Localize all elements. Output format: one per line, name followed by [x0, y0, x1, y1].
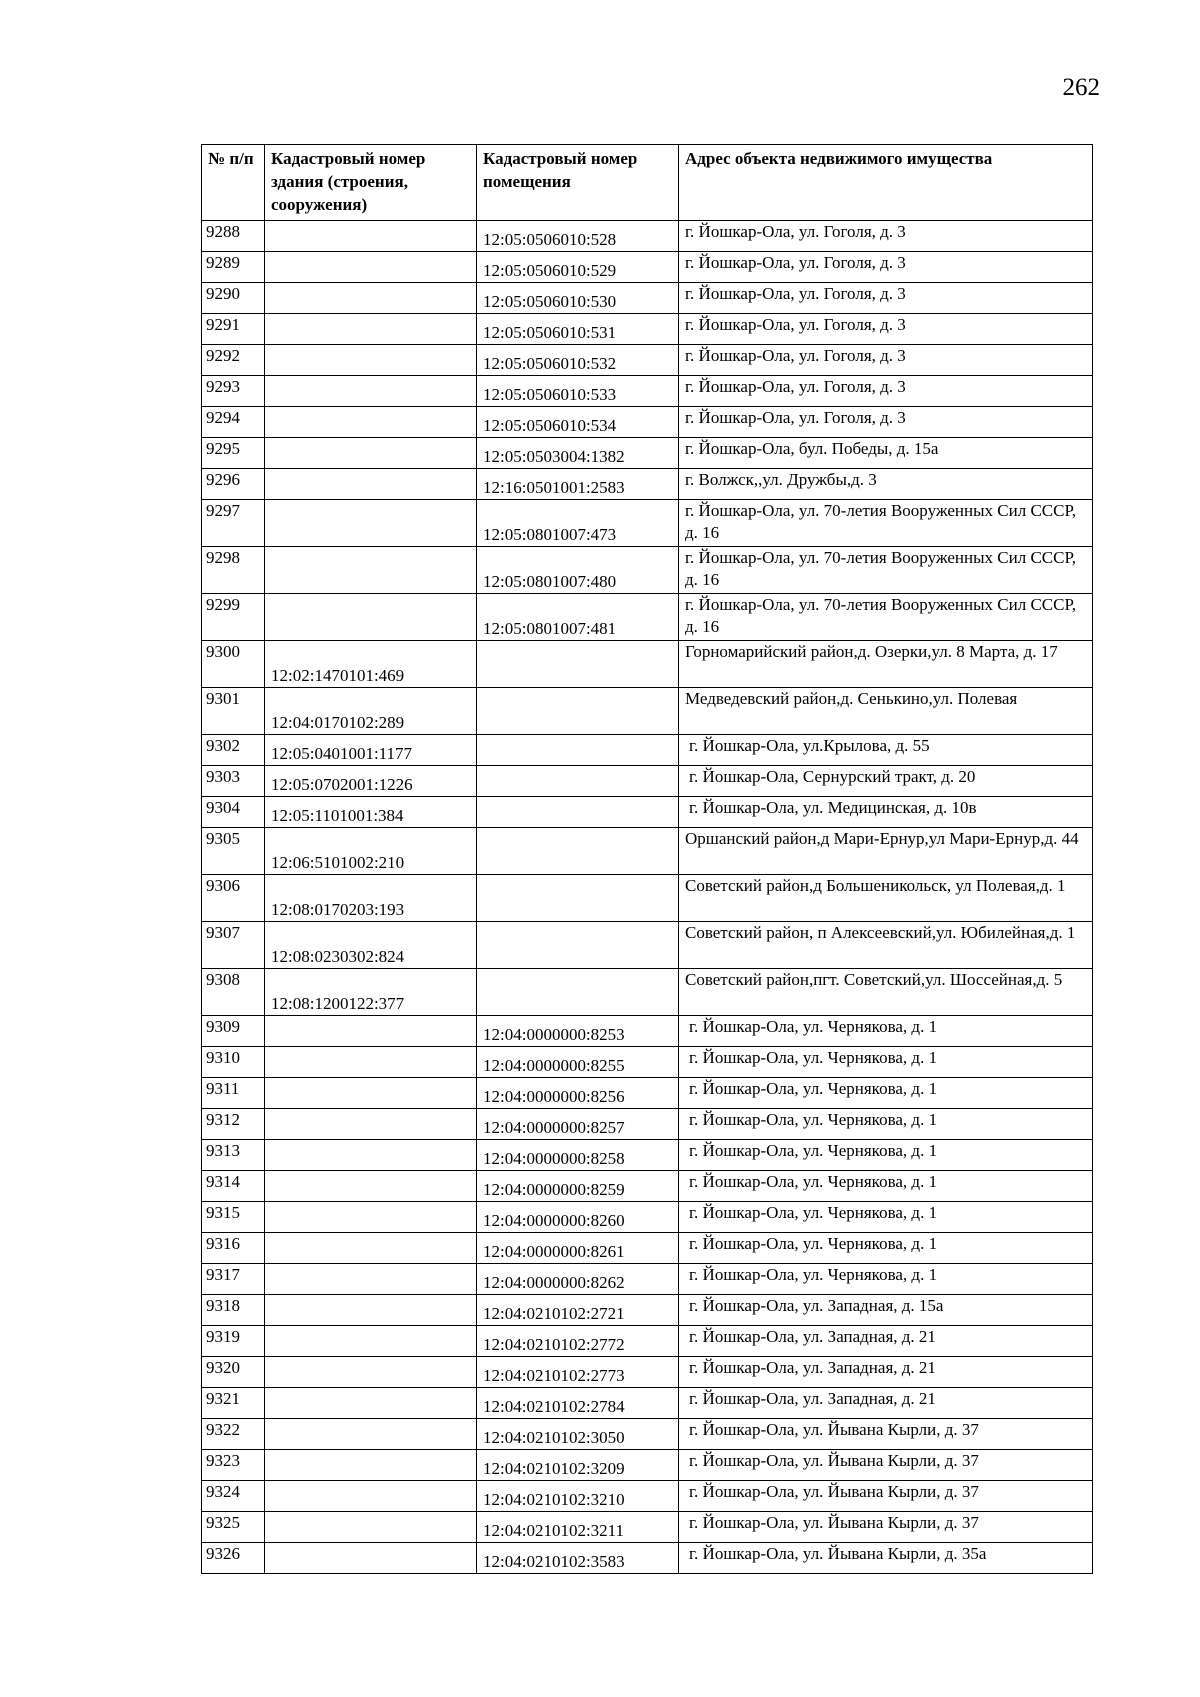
premises-cadastral-number: 12:04:0000000:8253: [477, 1016, 679, 1047]
row-number: 9299: [202, 594, 265, 641]
table-row: [202, 283, 1093, 314]
property-address: г. Йошкар-Ола, ул. Чернякова, д. 1: [679, 1202, 1093, 1233]
row-number: 9310: [202, 1047, 265, 1078]
row-number: 9305: [202, 828, 265, 875]
premises-cadastral-number: 12:05:0506010:531: [477, 314, 679, 345]
table-row: [202, 735, 1093, 766]
table-row: [202, 828, 1093, 875]
row-number: 9325: [202, 1512, 265, 1543]
building-cadastral-number: [265, 1109, 477, 1140]
building-cadastral-number: [265, 1326, 477, 1357]
row-number: 9292: [202, 345, 265, 376]
row-number: 9302: [202, 735, 265, 766]
table-row: [202, 1295, 1093, 1326]
property-address: г. Йошкар-Ола, ул. Чернякова, д. 1: [679, 1109, 1093, 1140]
row-number: 9319: [202, 1326, 265, 1357]
table-row: [202, 1109, 1093, 1140]
property-address: г. Йошкар-Ола, ул. Чернякова, д. 1: [679, 1078, 1093, 1109]
building-cadastral-number: 12:06:5101002:210: [265, 828, 477, 875]
row-number: 9318: [202, 1295, 265, 1326]
row-number: 9290: [202, 283, 265, 314]
row-number: 9323: [202, 1450, 265, 1481]
row-number: 9297: [202, 500, 265, 547]
premises-cadastral-number: 12:05:0801007:481: [477, 594, 679, 641]
table-row: [202, 797, 1093, 828]
table-row: [202, 376, 1093, 407]
row-number: 9294: [202, 407, 265, 438]
row-number: 9314: [202, 1171, 265, 1202]
building-cadastral-number: [265, 1202, 477, 1233]
building-cadastral-number: [265, 1078, 477, 1109]
table-row: [202, 922, 1093, 969]
header-number: № п/п: [202, 145, 265, 221]
page-number: 262: [1062, 74, 1100, 101]
premises-cadastral-number: 12:04:0210102:3583: [477, 1543, 679, 1574]
premises-cadastral-number: 12:04:0000000:8260: [477, 1202, 679, 1233]
property-address: г. Йошкар-Ола, ул. Западная, д. 15а: [679, 1295, 1093, 1326]
premises-cadastral-number: [477, 735, 679, 766]
premises-cadastral-number: 12:04:0210102:3210: [477, 1481, 679, 1512]
property-address: Советский район, п Алексеевский,ул. Юбилейная,д. 1: [679, 922, 1093, 969]
building-cadastral-number: [265, 1543, 477, 1574]
table-row: [202, 345, 1093, 376]
premises-cadastral-number: 12:04:0000000:8255: [477, 1047, 679, 1078]
header-building-cadastral: Кадастровый номер здания (строения, сооружения): [265, 145, 477, 221]
row-number: 9288: [202, 221, 265, 252]
premises-cadastral-number: 12:04:0000000:8256: [477, 1078, 679, 1109]
row-number: 9311: [202, 1078, 265, 1109]
building-cadastral-number: [265, 1295, 477, 1326]
property-address: г. Йошкар-Ола, ул. Западная, д. 21: [679, 1326, 1093, 1357]
property-address: г. Йошкар-Ола, ул. Гоголя, д. 3: [679, 252, 1093, 283]
premises-cadastral-number: 12:05:0506010:528: [477, 221, 679, 252]
row-number: 9308: [202, 969, 265, 1016]
premises-cadastral-number: 12:04:0210102:3050: [477, 1419, 679, 1450]
property-address: г. Йошкар-Ола, ул. Гоголя, д. 3: [679, 407, 1093, 438]
row-number: 9320: [202, 1357, 265, 1388]
property-address: Горномарийский район,д. Озерки,ул. 8 Марта, д. 17: [679, 641, 1093, 688]
building-cadastral-number: [265, 407, 477, 438]
property-address: г. Йошкар-Ола, бул. Победы, д. 15а: [679, 438, 1093, 469]
premises-cadastral-number: 12:04:0210102:3211: [477, 1512, 679, 1543]
building-cadastral-number: [265, 1388, 477, 1419]
premises-cadastral-number: 12:04:0210102:2784: [477, 1388, 679, 1419]
building-cadastral-number: [265, 594, 477, 641]
property-address: г. Йошкар-Ола, Сернурский тракт, д. 20: [679, 766, 1093, 797]
row-number: 9306: [202, 875, 265, 922]
table-header-row: [202, 145, 1093, 221]
property-address: г. Йошкар-Ола, ул. Чернякова, д. 1: [679, 1016, 1093, 1047]
property-address: г. Волжск,,ул. Дружбы,д. 3: [679, 469, 1093, 500]
table-row: [202, 1512, 1093, 1543]
table-row: [202, 252, 1093, 283]
building-cadastral-number: [265, 1140, 477, 1171]
row-number: 9317: [202, 1264, 265, 1295]
premises-cadastral-number: 12:05:0506010:534: [477, 407, 679, 438]
building-cadastral-number: [265, 438, 477, 469]
table-row: [202, 1140, 1093, 1171]
table-row: [202, 688, 1093, 735]
table-row: [202, 1357, 1093, 1388]
premises-cadastral-number: 12:05:0506010:533: [477, 376, 679, 407]
table-row: [202, 438, 1093, 469]
premises-cadastral-number: 12:04:0210102:2772: [477, 1326, 679, 1357]
property-address: г. Йошкар-Ола, ул. Чернякова, д. 1: [679, 1264, 1093, 1295]
premises-cadastral-number: [477, 922, 679, 969]
premises-cadastral-number: 12:04:0210102:2773: [477, 1357, 679, 1388]
premises-cadastral-number: 12:04:0000000:8262: [477, 1264, 679, 1295]
building-cadastral-number: [265, 1481, 477, 1512]
row-number: 9324: [202, 1481, 265, 1512]
row-number: 9304: [202, 797, 265, 828]
building-cadastral-number: [265, 1419, 477, 1450]
premises-cadastral-number: 12:05:0506010:530: [477, 283, 679, 314]
building-cadastral-number: [265, 1171, 477, 1202]
premises-cadastral-number: 12:04:0210102:3209: [477, 1450, 679, 1481]
table-row: [202, 969, 1093, 1016]
property-address: г. Йошкар-Ола, ул.Крылова, д. 55: [679, 735, 1093, 766]
header-address: Адрес объекта недвижимого имущества: [679, 145, 1093, 221]
table-row: [202, 469, 1093, 500]
row-number: 9322: [202, 1419, 265, 1450]
building-cadastral-number: [265, 547, 477, 594]
premises-cadastral-number: 12:16:0501001:2583: [477, 469, 679, 500]
row-number: 9309: [202, 1016, 265, 1047]
premises-cadastral-number: 12:05:0506010:529: [477, 252, 679, 283]
building-cadastral-number: 12:05:0401001:1177: [265, 735, 477, 766]
table-row: [202, 1419, 1093, 1450]
building-cadastral-number: [265, 283, 477, 314]
row-number: 9296: [202, 469, 265, 500]
property-address: г. Йошкар-Ола, ул. Йывана Кырли, д. 37: [679, 1450, 1093, 1481]
table-row: [202, 766, 1093, 797]
building-cadastral-number: [265, 252, 477, 283]
property-address: Советский район,д Большеникольск, ул Полевая,д. 1: [679, 875, 1093, 922]
table-row: [202, 1450, 1093, 1481]
table-row: [202, 1543, 1093, 1574]
table-row: [202, 314, 1093, 345]
row-number: 9295: [202, 438, 265, 469]
premises-cadastral-number: 12:04:0000000:8258: [477, 1140, 679, 1171]
property-address: г. Йошкар-Ола, ул. 70-летия Вооруженных Сил СССР, д. 16: [679, 500, 1093, 547]
building-cadastral-number: 12:04:0170102:289: [265, 688, 477, 735]
property-address: г. Йошкар-Ола, ул. Йывана Кырли, д. 35а: [679, 1543, 1093, 1574]
building-cadastral-number: [265, 376, 477, 407]
property-address: г. Йошкар-Ола, ул. Чернякова, д. 1: [679, 1140, 1093, 1171]
building-cadastral-number: [265, 1450, 477, 1481]
table-row: [202, 1016, 1093, 1047]
premises-cadastral-number: [477, 766, 679, 797]
property-table: [201, 144, 1093, 1574]
table-row: [202, 1264, 1093, 1295]
premises-cadastral-number: [477, 828, 679, 875]
table-row: [202, 594, 1093, 641]
premises-cadastral-number: [477, 641, 679, 688]
row-number: 9312: [202, 1109, 265, 1140]
building-cadastral-number: [265, 1264, 477, 1295]
table-row: [202, 1326, 1093, 1357]
building-cadastral-number: [265, 1512, 477, 1543]
property-address: г. Йошкар-Ола, ул. Чернякова, д. 1: [679, 1233, 1093, 1264]
row-number: 9301: [202, 688, 265, 735]
table-row: [202, 547, 1093, 594]
property-address: Медведевский район,д. Сенькино,ул. Полевая: [679, 688, 1093, 735]
property-address: г. Йошкар-Ола, ул. Чернякова, д. 1: [679, 1171, 1093, 1202]
property-address: г. Йошкар-Ола, ул. Гоголя, д. 3: [679, 314, 1093, 345]
property-address: г. Йошкар-Ола, ул. Западная, д. 21: [679, 1388, 1093, 1419]
table-row: [202, 641, 1093, 688]
premises-cadastral-number: [477, 969, 679, 1016]
building-cadastral-number: 12:02:1470101:469: [265, 641, 477, 688]
premises-cadastral-number: 12:04:0210102:2721: [477, 1295, 679, 1326]
table-row: [202, 875, 1093, 922]
building-cadastral-number: 12:08:0230302:824: [265, 922, 477, 969]
building-cadastral-number: 12:05:1101001:384: [265, 797, 477, 828]
building-cadastral-number: [265, 314, 477, 345]
header-premises-cadastral: Кадастровый номер помещения: [477, 145, 679, 221]
property-address: г. Йошкар-Ола, ул. Гоголя, д. 3: [679, 376, 1093, 407]
building-cadastral-number: 12:05:0702001:1226: [265, 766, 477, 797]
table-row: [202, 1202, 1093, 1233]
table-row: [202, 407, 1093, 438]
table-row: [202, 1171, 1093, 1202]
premises-cadastral-number: [477, 797, 679, 828]
row-number: 9321: [202, 1388, 265, 1419]
building-cadastral-number: [265, 345, 477, 376]
property-address: Советский район,пгт. Советский,ул. Шоссейная,д. 5: [679, 969, 1093, 1016]
property-address: г. Йошкар-Ола, ул. Гоголя, д. 3: [679, 283, 1093, 314]
premises-cadastral-number: [477, 875, 679, 922]
table-row: [202, 221, 1093, 252]
building-cadastral-number: [265, 221, 477, 252]
property-address: г. Йошкар-Ола, ул. Западная, д. 21: [679, 1357, 1093, 1388]
premises-cadastral-number: 12:05:0801007:480: [477, 547, 679, 594]
row-number: 9316: [202, 1233, 265, 1264]
property-address: г. Йошкар-Ола, ул. Чернякова, д. 1: [679, 1047, 1093, 1078]
row-number: 9326: [202, 1543, 265, 1574]
table-row: [202, 1233, 1093, 1264]
premises-cadastral-number: 12:04:0000000:8261: [477, 1233, 679, 1264]
premises-cadastral-number: 12:05:0503004:1382: [477, 438, 679, 469]
property-address: г. Йошкар-Ола, ул. Йывана Кырли, д. 37: [679, 1419, 1093, 1450]
building-cadastral-number: [265, 1016, 477, 1047]
property-address: г. Йошкар-Ола, ул. Гоголя, д. 3: [679, 221, 1093, 252]
table-row: [202, 1047, 1093, 1078]
property-address: г. Йошкар-Ола, ул. Гоголя, д. 3: [679, 345, 1093, 376]
table-row: [202, 500, 1093, 547]
premises-cadastral-number: 12:04:0000000:8259: [477, 1171, 679, 1202]
table-row: [202, 1481, 1093, 1512]
building-cadastral-number: [265, 500, 477, 547]
building-cadastral-number: [265, 1233, 477, 1264]
premises-cadastral-number: 12:05:0506010:532: [477, 345, 679, 376]
premises-cadastral-number: 12:05:0801007:473: [477, 500, 679, 547]
row-number: 9293: [202, 376, 265, 407]
premises-cadastral-number: [477, 688, 679, 735]
building-cadastral-number: [265, 1047, 477, 1078]
row-number: 9291: [202, 314, 265, 345]
row-number: 9313: [202, 1140, 265, 1171]
building-cadastral-number: 12:08:0170203:193: [265, 875, 477, 922]
row-number: 9315: [202, 1202, 265, 1233]
row-number: 9300: [202, 641, 265, 688]
building-cadastral-number: [265, 1357, 477, 1388]
property-address: г. Йошкар-Ола, ул. Медицинская, д. 10в: [679, 797, 1093, 828]
row-number: 9298: [202, 547, 265, 594]
table-row: [202, 1388, 1093, 1419]
row-number: 9303: [202, 766, 265, 797]
property-address: г. Йошкар-Ола, ул. Йывана Кырли, д. 37: [679, 1512, 1093, 1543]
building-cadastral-number: [265, 469, 477, 500]
property-address: Оршанский район,д Мари-Ернур,ул Мари-Ернур,д. 44: [679, 828, 1093, 875]
table-row: [202, 1078, 1093, 1109]
property-address: г. Йошкар-Ола, ул. 70-летия Вооруженных Сил СССР, д. 16: [679, 547, 1093, 594]
premises-cadastral-number: 12:04:0000000:8257: [477, 1109, 679, 1140]
building-cadastral-number: 12:08:1200122:377: [265, 969, 477, 1016]
row-number: 9307: [202, 922, 265, 969]
table-body: [202, 221, 1093, 1574]
property-address: г. Йошкар-Ола, ул. 70-летия Вооруженных Сил СССР, д. 16: [679, 594, 1093, 641]
row-number: 9289: [202, 252, 265, 283]
property-address: г. Йошкар-Ола, ул. Йывана Кырли, д. 37: [679, 1481, 1093, 1512]
